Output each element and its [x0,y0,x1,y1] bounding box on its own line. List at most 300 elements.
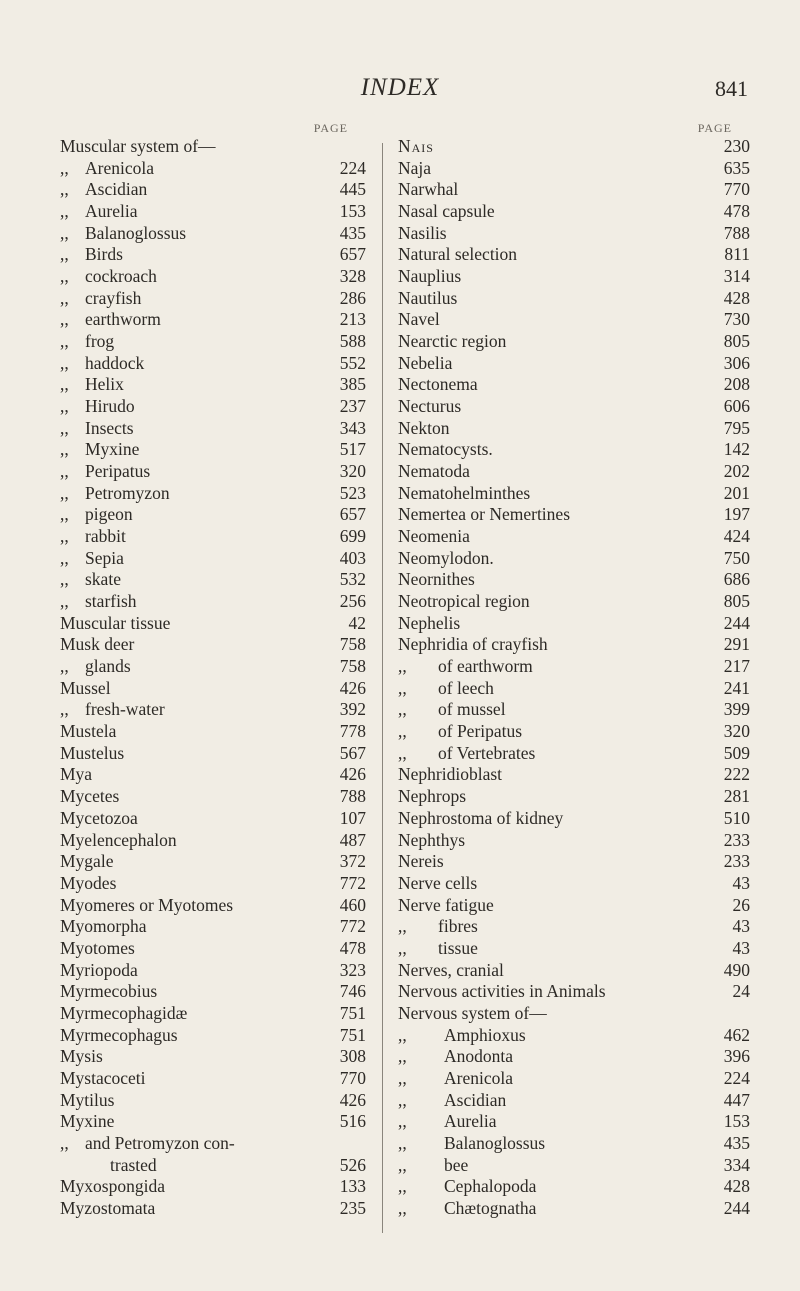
entry-term: and Petromyzon con- [85,1132,235,1153]
entry-term: Nephridia of crayfish [398,634,548,655]
index-entry [60,136,366,158]
entry-page: 306 [723,352,750,373]
entry-term: Cephalopoda [444,1176,537,1197]
index-entry [60,331,366,353]
index-entry [60,1133,366,1155]
entry-page: 201 [723,482,750,503]
index-entry [398,288,750,310]
index-entry [398,374,750,396]
entry-term: Helix [85,374,124,395]
index-entry [398,873,750,895]
entry-term: Nemertea or Nemertines [398,504,571,525]
entry-page: 811 [724,244,750,265]
page-number: 841 [715,76,748,101]
entry-page: 343 [339,417,366,438]
index-entry [398,699,750,721]
entry-term: Petromyzon [85,482,170,503]
entry-term: Anodonta [444,1046,514,1067]
index-entry [398,830,750,852]
index-entry [398,938,750,960]
entry-page: 43 [732,872,750,893]
index-entry [398,1155,750,1177]
ditto-mark: ,, [60,374,69,395]
ditto-mark: ,, [398,1197,407,1218]
entry-page: 567 [339,742,366,763]
index-entry [398,1198,750,1220]
entry-term: Mustela [60,721,117,742]
entry-page: 532 [339,569,366,590]
entry-term: of earthworm [438,656,533,677]
entry-term: Nephelis [398,612,461,633]
entry-term: Nematocysts. [398,439,493,460]
index-entry [398,461,750,483]
entry-term: Aurelia [444,1111,497,1132]
index-entries [60,136,366,1220]
index-entry [398,656,750,678]
entry-page: 657 [339,244,366,265]
entry-page: 516 [339,1111,366,1132]
entry-page: 133 [339,1176,366,1197]
entry-term: Muscular system of— [60,136,216,156]
entry-term: Nauplius [398,266,462,287]
index-entry [398,158,750,180]
entry-term: Neornithes [398,569,475,590]
index-entry [60,938,366,960]
index-entry [60,981,366,1003]
entry-page: 314 [723,266,750,287]
entry-term: of leech [438,677,494,698]
entry-term: starfish [85,591,137,612]
entry-page: 241 [723,677,750,698]
index-entry [60,699,366,721]
entry-term: tissue [438,937,478,958]
entry-page: 43 [732,937,750,958]
entry-term: skate [85,569,121,590]
index-entry [398,483,750,505]
index-entry [60,223,366,245]
entry-page: 772 [339,916,366,937]
entry-page: 523 [339,482,366,503]
index-entry [60,158,366,180]
entry-page: 462 [723,1024,750,1045]
entry-term: of Vertebrates [438,742,536,763]
index-entry [60,1046,366,1068]
entry-term: Nasal capsule [398,201,495,222]
index-entry [60,374,366,396]
ditto-mark: ,, [60,352,69,373]
index-entry [398,504,750,526]
index-entry [60,1176,366,1198]
entry-term: haddock [85,352,145,373]
entry-term: Myxine [85,439,140,460]
entry-page: 435 [339,222,366,243]
entry-page: 428 [723,1176,750,1197]
entry-term: Ascidian [444,1089,507,1110]
entry-page: 686 [723,569,750,590]
entry-page: 320 [723,721,750,742]
entry-term: Nerves, cranial [398,959,504,980]
entry-term: frog [85,331,115,352]
index-entry [398,1176,750,1198]
index-entry [398,439,750,461]
ditto-mark: ,, [60,201,69,222]
entry-page: 788 [339,786,366,807]
entry-term: Nautilus [398,287,458,308]
index-entry [398,266,750,288]
entry-page: 233 [723,851,750,872]
entry-term: Myrmecophagidæ [60,1002,188,1023]
entry-term: Neotropical region [398,591,530,612]
entry-page: 509 [723,742,750,763]
entry-term: Neomylodon. [398,547,494,568]
entry-page: 281 [723,786,750,807]
entry-term: Arenicola [444,1067,513,1088]
index-entry [398,396,750,418]
ditto-mark: ,, [398,1176,407,1197]
ditto-mark: ,, [60,504,69,525]
ditto-mark: ,, [398,677,407,698]
index-entry [60,1111,366,1133]
index-entry [398,1046,750,1068]
entry-term: Muscular tissue [60,612,171,633]
entry-page: 323 [339,959,366,980]
index-column-right [398,120,750,1220]
entry-page: 750 [723,547,750,568]
index-entry [398,244,750,266]
entry-term: Birds [85,244,123,265]
entry-term: fibres [438,916,478,937]
ditto-mark: ,, [60,396,69,417]
index-entry [398,764,750,786]
index-entry [60,179,366,201]
index-entry [398,201,750,223]
index-column-left [60,120,366,1220]
entry-term: Mussel [60,677,111,698]
index-entry [60,808,366,830]
entry-page: 224 [723,1067,750,1088]
ditto-mark: ,, [398,1111,407,1132]
entry-page: 256 [339,591,366,612]
index-entry [60,634,366,656]
ditto-mark: ,, [60,547,69,568]
entry-term: Myomorpha [60,916,147,937]
index-entry [60,244,366,266]
entry-page: 385 [339,374,366,395]
entry-page: 142 [723,439,750,460]
ditto-mark: ,, [60,569,69,590]
entry-term: Sepia [85,547,124,568]
entry-page: 396 [723,1046,750,1067]
index-entry [60,201,366,223]
index-entry [60,656,366,678]
index-entry [398,309,750,331]
index-entry [398,223,750,245]
entry-term: fresh-water [85,699,165,720]
index-entry [398,526,750,548]
entry-term: Naja [398,157,432,178]
entry-page: 153 [723,1111,750,1132]
index-entry [60,548,366,570]
index-entry [398,418,750,440]
ditto-mark: ,, [398,916,407,937]
entry-page: 424 [723,526,750,547]
entry-term: Nereis [398,851,444,872]
index-entry [60,1198,366,1220]
index-entry [60,1155,366,1177]
entry-page: 487 [339,829,366,850]
entry-term: Balanoglossus [444,1132,546,1153]
entry-page: 426 [339,677,366,698]
entry-term: Mygale [60,851,114,872]
entry-term: Nephridioblast [398,764,503,785]
entry-page: 208 [723,374,750,395]
entry-term: Aurelia [85,201,138,222]
entry-page: 445 [339,179,366,200]
ditto-mark: ,, [398,1132,407,1153]
entry-page: 552 [339,352,366,373]
index-entry [60,678,366,700]
index-entry [60,504,366,526]
entry-page: 770 [723,179,750,200]
index-entry [398,981,750,1003]
entry-term: Nephrops [398,786,467,807]
index-entry [60,461,366,483]
entry-page: 751 [339,1024,366,1045]
entry-page: 526 [339,1154,366,1175]
entry-page: 197 [723,504,750,525]
entry-page: 435 [723,1132,750,1153]
index-entry [398,1111,750,1133]
ditto-mark: ,, [398,1046,407,1067]
entry-term: Myelencephalon [60,829,177,850]
entry-term: Nasilis [398,222,447,243]
ditto-mark: ,, [60,266,69,287]
entry-page: 751 [339,1002,366,1023]
ditto-mark: ,, [60,526,69,547]
entry-term: earthworm [85,309,161,330]
entry-page: 235 [339,1197,366,1218]
ditto-mark: ,, [398,721,407,742]
entry-page: 107 [339,807,366,828]
entry-term: Neomenia [398,526,470,547]
entry-term: Mya [60,764,93,785]
entry-term: Nekton [398,417,450,438]
entry-term: Nerve fatigue [398,894,494,915]
entry-page: 153 [339,201,366,222]
ditto-mark: ,, [60,331,69,352]
index-entry [60,439,366,461]
index-entry [60,396,366,418]
index-entry [398,634,750,656]
index-entry [398,721,750,743]
index-entry [398,1133,750,1155]
index-entry [398,1025,750,1047]
entry-term: Myrmecophagus [60,1024,178,1045]
entry-page: 805 [723,331,750,352]
entry-term: Nearctic region [398,331,507,352]
entry-term: Mystacoceti [60,1067,146,1088]
entry-page: 213 [339,309,366,330]
index-entry [398,786,750,808]
index-entry [398,548,750,570]
entry-term: Necturus [398,396,462,417]
index-entry [398,331,750,353]
index-entry [60,309,366,331]
index-entry [60,353,366,375]
ditto-mark: ,, [60,179,69,200]
ditto-mark: ,, [60,222,69,243]
ditto-mark: ,, [398,1067,407,1088]
entry-term: Amphioxus [444,1024,526,1045]
entry-page: 224 [339,157,366,178]
entry-page: 399 [723,699,750,720]
index-entry [60,895,366,917]
entry-term: Mustelus [60,742,125,763]
index-entry [60,569,366,591]
entry-term: Myzostomata [60,1197,156,1218]
entry-page: 233 [723,829,750,850]
index-entry [60,1068,366,1090]
entry-term: Nervous activities in Animals [398,981,606,1002]
ditto-mark: ,, [398,742,407,763]
entry-page: 517 [339,439,366,460]
ditto-mark: ,, [398,1154,407,1175]
entry-term: Chætognatha [444,1197,537,1218]
index-entry [60,830,366,852]
entry-page: 334 [723,1154,750,1175]
entry-term: Mycetes [60,786,120,807]
entry-term: Insects [85,417,134,438]
entry-term: Myodes [60,872,117,893]
entry-page: 202 [723,461,750,482]
ditto-mark: ,, [60,439,69,460]
entry-page: 770 [339,1067,366,1088]
entry-term: glands [85,656,131,677]
index-entry [60,764,366,786]
entry-term: Natural selection [398,244,518,265]
entry-page: 758 [339,634,366,655]
entry-term: of Peripatus [438,721,523,742]
entry-page: 657 [339,504,366,525]
entry-term: Myxine [60,1111,115,1132]
entry-page: 772 [339,872,366,893]
entry-page: 328 [339,266,366,287]
entry-term: of mussel [438,699,506,720]
ditto-mark: ,, [60,591,69,612]
entry-term: Mysis [60,1046,103,1067]
index-entry [398,895,750,917]
entry-term: bee [444,1154,469,1175]
index-entry [60,1025,366,1047]
index-entry [60,1090,366,1112]
entry-page: 222 [723,764,750,785]
index-entry [398,678,750,700]
index-entry [60,526,366,548]
page-header [0,74,800,114]
page-column-label: PAGE [313,121,348,135]
entry-term: Nerve cells [398,872,478,893]
index-entry [60,786,366,808]
entry-page: 730 [723,309,750,330]
entry-term: pigeon [85,504,133,525]
entry-term: Mytilus [60,1089,115,1110]
index-entry [398,743,750,765]
entry-page: 805 [723,591,750,612]
ditto-mark: ,, [60,699,69,720]
entry-term: Nectonema [398,374,478,395]
ditto-mark: ,, [60,1132,69,1153]
index-entry [398,591,750,613]
entry-term: Myotomes [60,937,135,958]
entry-term: crayfish [85,287,142,308]
entry-page: 237 [339,396,366,417]
index-entry [398,613,750,635]
entry-term: Myrmecobius [60,981,158,1002]
entry-page: 426 [339,764,366,785]
index-entry [60,851,366,873]
entry-term: Nephrostoma of kidney [398,807,564,828]
ditto-mark: ,, [60,656,69,677]
entry-term: Nais [398,136,434,156]
index-entry [398,916,750,938]
entry-term: Nebelia [398,352,453,373]
index-entry [60,483,366,505]
entry-page: 42 [348,612,366,633]
entry-page: 403 [339,547,366,568]
entry-term: rabbit [85,526,126,547]
ditto-mark: ,, [398,1089,407,1110]
entry-term: Myriopoda [60,959,138,980]
ditto-mark: ,, [60,287,69,308]
ditto-mark: ,, [398,1024,407,1045]
entry-term: Mycetozoa [60,807,138,828]
entry-term: Arenicola [85,157,154,178]
entry-page: 588 [339,331,366,352]
entry-term: Hirudo [85,396,135,417]
entry-page: 746 [339,981,366,1002]
entry-term: Musk deer [60,634,135,655]
index-entry [60,1003,366,1025]
index-entry [398,851,750,873]
entry-term: Nematoda [398,461,470,482]
index-entry [60,960,366,982]
entry-page: 460 [339,894,366,915]
entry-term: Ascidian [85,179,148,200]
entry-page: 795 [723,417,750,438]
entry-page: 217 [723,656,750,677]
entry-page: 392 [339,699,366,720]
entry-page: 43 [732,916,750,937]
entry-page: 635 [723,157,750,178]
entry-page: 490 [723,959,750,980]
entry-page: 788 [723,222,750,243]
index-entry [60,743,366,765]
ditto-mark: ,, [60,461,69,482]
entry-page: 606 [723,396,750,417]
entry-term: Balanoglossus [85,222,187,243]
entry-term: Myomeres or Myotomes [60,894,234,915]
ditto-mark: ,, [60,417,69,438]
entry-page: 372 [339,851,366,872]
ditto-mark: ,, [60,157,69,178]
entry-term: Nephthys [398,829,466,850]
entry-term: Nervous system of— [398,1002,547,1023]
page-column-label: PAGE [697,121,732,135]
entry-page: 478 [339,937,366,958]
ditto-mark: ,, [60,482,69,503]
ditto-mark: ,, [398,937,407,958]
entry-page: 758 [339,656,366,677]
